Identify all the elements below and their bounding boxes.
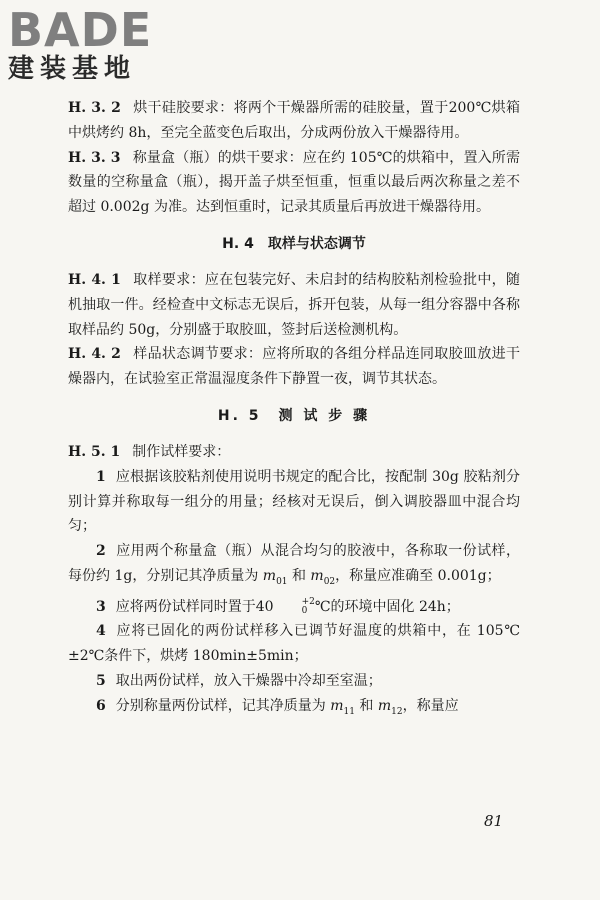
clause-h32: H. 3. 2 烘干硅胶要求：将两个干燥器所需的硅胶量，置于200℃烘箱中烘烤约 8h，至完全蓝变色后取出，分成两份放入干燥器待用。: [68, 100, 520, 141]
clause-h41: H. 4. 1 取样要求：应在包装完好、未启封的结构胶粘剂检验批中，随机抽取一件。经检查中文标志无误后，拆开包装，从每一组分容器中各称取样品约 50g，分别盛于取胶皿，签封后送检测机构。: [68, 271, 520, 338]
section-heading-h5: H. 5 测 试 步 骤: [217, 407, 371, 424]
logo-wordmark: BADE: [8, 3, 153, 57]
bade-logo: [8, 3, 178, 88]
page-number: 81: [484, 812, 504, 830]
step-3: 3 应将两份试样同时置于40 +2 0 ℃的环境中固化 24h；: [96, 596, 460, 616]
temperature-value: 40 +2 0: [255, 596, 315, 616]
step-5: 5 取出两份试样，放入干燥器中冷却至室温；: [96, 672, 382, 689]
step-2: 2 应用两个称量盒（瓶）从混合均匀的胶液中，各称取一份试样，每份约 1g，分别记其净质量为 $m_{01}$ 和 $m_{02}$，称量应准确至 0.001g；: [68, 543, 520, 587]
clause-h51: H. 5. 1 制作试样要求：: [68, 443, 231, 460]
step-6: 6 分别称量两份试样，记其净质量为 $m_{11}$ 和 $m_{12}$，称量应: [96, 697, 459, 717]
section-heading-h4: H. 4 取样与状态调节: [222, 235, 366, 252]
step-4: 4 应将已固化的两份试样移入已调节好温度的烘箱中，在 105℃±2℃条件下，烘烤 180min±5min；: [68, 623, 520, 665]
clause-h33: H. 3. 3 称量盒（瓶）的烘干要求：应在约 105℃的烘箱中，置入所需数量的空称量盒（瓶），揭开盖子烘至恒重，恒重以最后两次称量之差不超过 0.002g 为准。达到恒重时，记录其质量后再放进干燥器待用。: [68, 149, 520, 216]
clause-h42: H. 4. 2 样品状态调节要求：应将所取的各组分样品连同取胶皿放进干燥器内，在试验室正常温湿度条件下静置一夜，调节其状态。: [68, 346, 520, 388]
step-1: 1 应根据该胶粘剂使用说明书规定的配合比，按配制 30g 胶粘剂分别计算并称取每一组分的用量；经核对无误后，倒入调胶器皿中混合均匀；: [68, 468, 520, 535]
logo-subtitle: 建装基地: [8, 54, 137, 84]
document-body: [68, 96, 520, 724]
